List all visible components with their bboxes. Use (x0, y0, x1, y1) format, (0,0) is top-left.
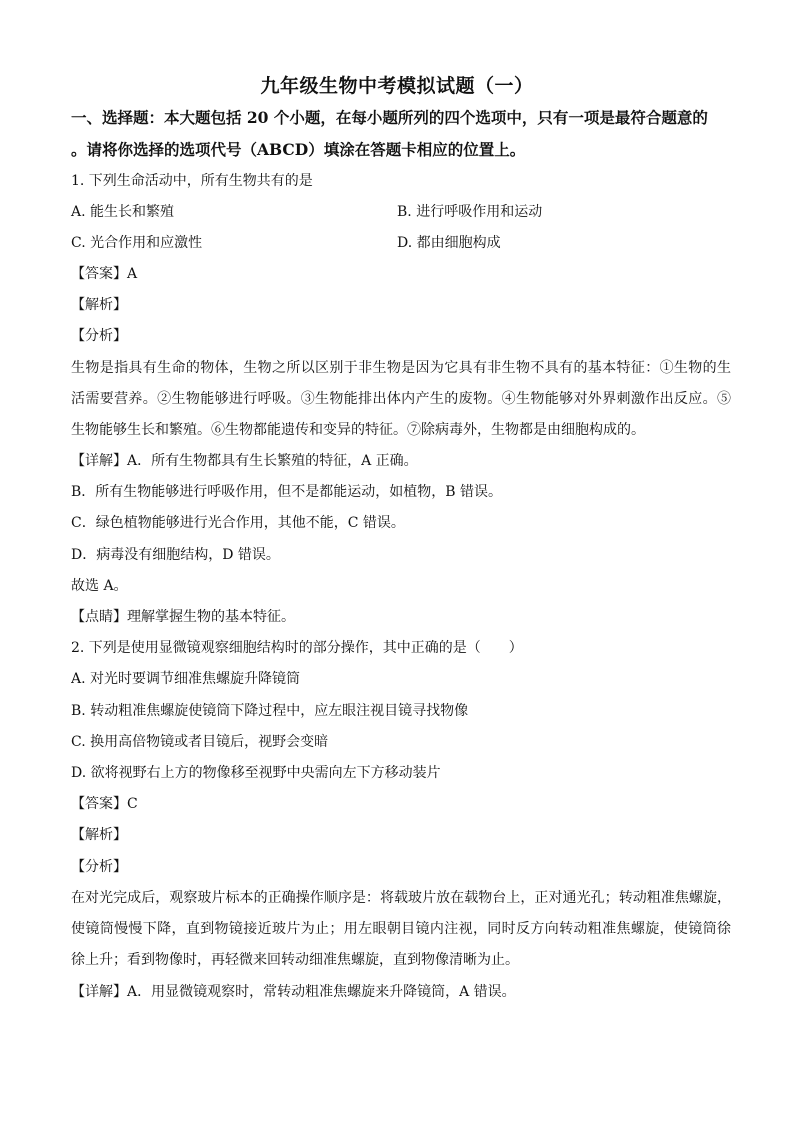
q1-fenxi-line: 生物能够生长和繁殖。⑥生物都能遗传和变异的特征。⑦除病毒外，生物都是由细胞构成的。 (71, 422, 645, 438)
q2-option-c: C. 换用高倍物镜或者目镜后，视野会变暗 (71, 734, 329, 750)
q2-fenxi-label: 【分析】 (71, 859, 127, 875)
q2-fenxi-line: 使镜筒慢慢下降，直到物镜接近玻片为止；用左眼朝目镜内注视，同时反方向转动粗准焦螺旋，使镜筒徐 (71, 921, 731, 937)
q1-answer: 【答案】A (71, 266, 138, 282)
q1-comment: 【点睛】理解掌握生物的基本特征。 (71, 609, 295, 625)
page-title: 九年级生物中考模拟试题（一） (260, 75, 534, 97)
q2-stem: 2. 下列是使用显微镜观察细胞结构时的部分操作，其中正确的是（ ） (71, 640, 523, 656)
q2-fenxi-line: 在对光完成后，观察玻片标本的正确操作顺序是：将载玻片放在载物台上，正对通光孔；转动粗准焦螺旋， (71, 890, 731, 906)
q1-analysis-label: 【解析】 (71, 297, 127, 313)
q1-detail-line: 【详解】A．所有生物都具有生长繁殖的特征，A 正确。 (71, 453, 418, 469)
q1-option-c: C. 光合作用和应激性 (71, 235, 203, 251)
q1-option-b: B. 进行呼吸作用和运动 (397, 204, 543, 220)
q2-fenxi-line: 徐上升；看到物像时，再轻微来回转动细准焦螺旋，直到物像清晰为止。 (71, 952, 519, 968)
section-instruction-line-1: 一、选择题：本大题包括 20 个小题，在每小题所列的四个选项中，只有一项是最符合题意的 (71, 108, 708, 127)
q2-detail-line: 【详解】A．用显微镜观察时，常转动粗准焦螺旋来升降镜筒，A 错误。 (71, 984, 516, 1000)
q2-option-d: D. 欲将视野右上方的物像移至视野中央需向左下方移动装片 (71, 765, 441, 781)
q2-answer: 【答案】C (71, 796, 138, 812)
q2-analysis-label: 【解析】 (71, 827, 127, 843)
q1-fenxi-line: 活需要营养。②生物能够进行呼吸。③生物能排出体内产生的废物。④生物能够对外界刺激作出反应。⑤ (71, 391, 731, 407)
q1-fenxi-line: 生物是指具有生命的物体，生物之所以区别于非生物是因为它具有非生物不具有的基本特征：①生物的生 (71, 360, 731, 376)
q1-detail-line: D．病毒没有细胞结构，D 错误。 (71, 547, 280, 563)
q1-fenxi-label: 【分析】 (71, 328, 127, 344)
q1-detail-line: B．所有生物能够进行呼吸作用，但不是都能运动，如植物，B 错误。 (71, 484, 503, 500)
q1-option-a: A. 能生长和繁殖 (71, 204, 175, 220)
q1-stem: 1. 下列生命活动中，所有生物共有的是 (71, 173, 313, 189)
section-instruction-line-2: 。请将你选择的选项代号（ABCD）填涂在答题卡相应的位置上。 (71, 140, 526, 159)
q1-choose: 故选 A。 (71, 578, 128, 594)
q2-option-b: B. 转动粗准焦螺旋使镜筒下降过程中，应左眼注视目镜寻找物像 (71, 703, 469, 719)
q1-option-d: D. 都由细胞构成 (397, 235, 501, 251)
q1-detail-line: C．绿色植物能够进行光合作用，其他不能，C 错误。 (71, 515, 405, 531)
q2-option-a: A. 对光时要调节细准焦螺旋升降镜筒 (71, 671, 301, 687)
